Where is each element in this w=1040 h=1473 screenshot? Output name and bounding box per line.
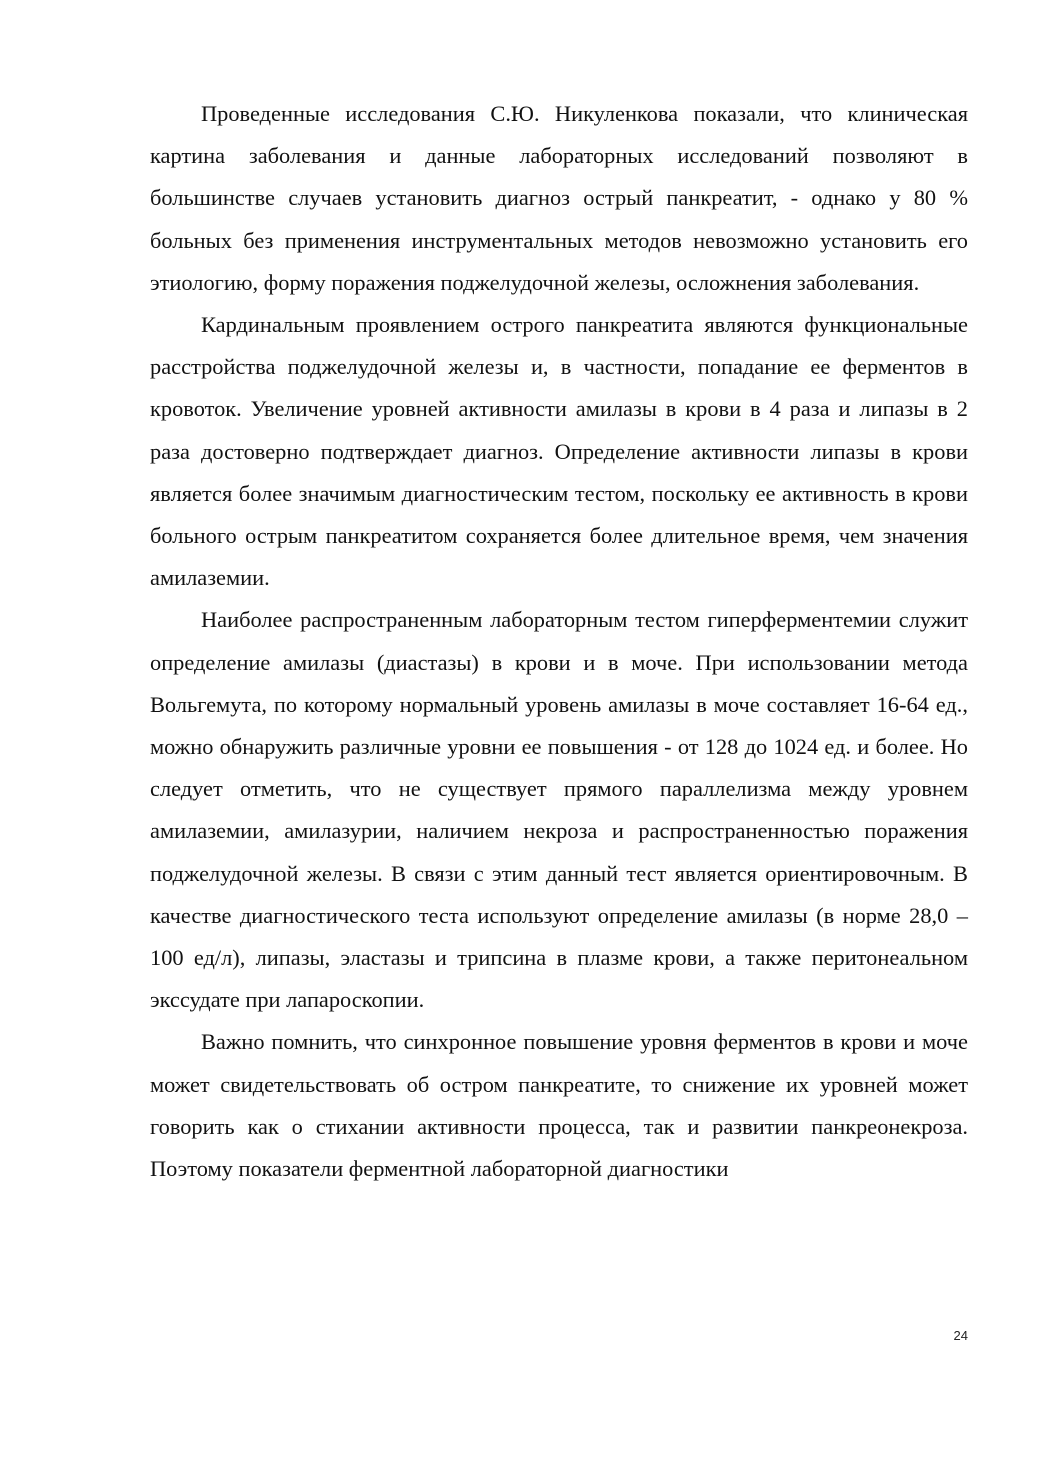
page-number: 24 [953, 1328, 968, 1343]
paragraph-4: Важно помнить, что синхронное повышение уровня ферментов в крови и моче может свидетельствовать об остром панкреатите, то снижение их уровней может говорить как о стихании активности процесса, так и развитии панкреонекроза. Поэтому показатели ферментной лабораторной диагностики [150, 1029, 968, 1182]
body-text [150, 93, 968, 1190]
paragraph-3: Наиболее распространенным лабораторным тестом гиперферментемии служит определение амилазы (диастазы) в крови и в моче. При использовании метода Вольгемута, по которому нормальный уровень амилазы в моче составляет 16-64 ед., можно обнаружить различные уровни ее повышения - от 128 до 1024 ед. и более. Но следует отметить, что не существует прямого параллелизма между уровнем амилаземии, амилазурии, наличием некроза и распространенностью поражения поджелудочной железы. В связи с этим данный тест является ориентировочным. В качестве диагностического теста используют определение амилазы (в норме 28,0 – 100 ед/л), липазы, эластазы и трипсина в плазме крови, а также перитонеальном экссудате при лапароскопии. [150, 607, 968, 1013]
paragraph-1: Проведенные исследования С.Ю. Никуленкова показали, что клиническая картина заболевания и данные лабораторных исследований позволяют в большинстве случаев установить диагноз острый панкреатит, - однако у 80 % больных без применения инструментальных методов невозможно установить его этиологию, форму поражения поджелудочной железы, осложнения заболевания. [150, 101, 968, 295]
paragraph-2: Кардинальным проявлением острого панкреатита являются функциональные расстройства поджелудочной железы и, в частности, попадание ее ферментов в кровоток. Увеличение уровней активности амилазы в крови в 4 раза и липазы в 2 раза достоверно подтверждает диагноз. Определение активности липазы в крови является более значимым диагностическим тестом, поскольку ее активность в крови больного острым панкреатитом сохраняется более длительное время, чем значения амилаземии. [150, 312, 968, 591]
